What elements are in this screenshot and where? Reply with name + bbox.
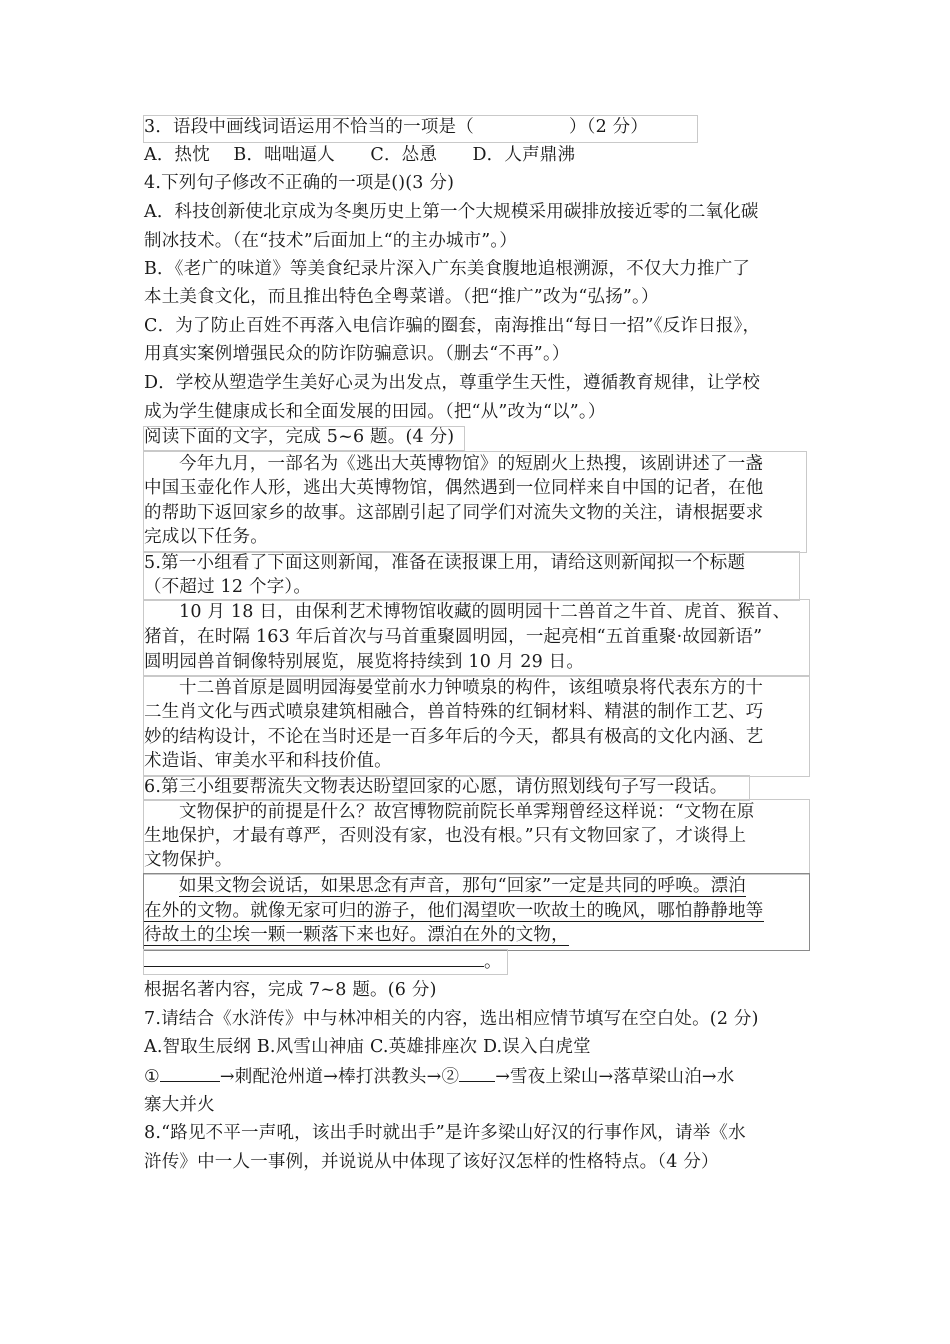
- q7-sequence-mid: →刺配沧州道→棒打洪教头→②: [219, 1067, 460, 1087]
- q4-option-b-line1: B．《老广的味道》等美食纪录片深入广东美食腹地追根溯源，不仅大力推广了: [144, 259, 751, 279]
- q5-news2-line1: 十二兽首原是圆明园海晏堂前水力钟喷泉的构件，该组喷泉将代表东方的十: [179, 678, 764, 698]
- q4-option-a-line2: 制冰技术。（在“技术”后面加上“的主办城市”。）: [144, 231, 518, 251]
- q6-sample-line3: [144, 922, 569, 949]
- q5-news2-line4: 术造诣、审美水平和科技价值。: [144, 751, 392, 771]
- q3-stem-text: 3．语段中画线词语运用不恰当的一项是（: [144, 117, 474, 137]
- books-intro: 根据名著内容，完成 7~8 题。(6 分): [144, 980, 437, 1000]
- q6-stem: 6.第三小组要帮流失文物表达盼望回家的心愿，请仿照划线句子写一段话。: [144, 777, 728, 797]
- q5-news1-line2: 猪首，在时隔 163 年后首次与马首重聚圆明园，一起亮相“五首重聚·故园新语”: [144, 627, 763, 647]
- q5-news1-line3: 圆明园兽首铜像特别展览，展览将持续到 10 月 29 日。: [144, 652, 585, 672]
- q3-options: A．热忱 B．咄咄逼人 C．怂恿 D．人声鼎沸: [144, 145, 576, 165]
- q3-stem: [144, 114, 648, 141]
- q7-blank2[interactable]: [459, 1063, 495, 1082]
- q7-blank1[interactable]: [160, 1063, 220, 1082]
- q4-option-d-line2: 成为学生健康成长和全面发展的田园。（把“从”改为“以”。）: [144, 402, 606, 422]
- q6-sample-line1: [144, 873, 746, 900]
- q6-sample-underlined-2: 在外的文物。就像无家可归的游子，他们渴望吹一吹故土的晚风，哪怕静静地等: [144, 901, 764, 921]
- q7-sequence-line2: 寨大并火: [144, 1095, 215, 1115]
- q7-stem: 7.请结合《水浒传》中与林冲相关的内容，选出相应情节填写在空白处。(2 分): [144, 1009, 759, 1029]
- q4-option-d-line1: D．学校从塑造学生美好心灵为出发点，尊重学生天性，遵循教育规律，让学校: [144, 373, 761, 393]
- reading-passage-line4: 完成以下任务。: [144, 527, 268, 547]
- q7-options: A.智取生辰纲 B.风雪山神庙 C.英雄排座次 D.误入白虎堂: [144, 1037, 591, 1057]
- reading-passage-line1: 今年九月，一部名为《逃出大英博物馆》的短剧火上热搜，该剧讲述了一盏: [179, 454, 764, 474]
- reading-intro: 阅读下面的文字，完成 5~6 题。(4 分): [144, 427, 455, 447]
- q6-quote-line1: 文物保护的前提是什么？故宫博物院前院长单霁翔曾经这样说：“文物在原: [179, 802, 755, 822]
- q3-score: ）（2 分）: [568, 117, 649, 137]
- q4-option-c-line1: C．为了防止百姓不再落入电信诈骗的圈套，南海推出“每日一招”《反诈日报》，: [144, 316, 761, 336]
- q6-sample-line2: [144, 898, 764, 925]
- q8-stem-line1: 8.“路见不平一声吼，该出手时就出手”是许多梁山好汉的行事作风，请举《水: [144, 1123, 746, 1143]
- q6-quote-line3: 文物保护。: [144, 850, 233, 870]
- q6-quote-line2: 生地保护，才最有尊严，否则没有家，也没有根。”只有文物回家了，才谈得上: [144, 826, 747, 846]
- q8-stem-line2: 浒传》中一人一事例，并说说从中体现了该好汉怎样的性格特点。（4 分）: [144, 1152, 719, 1172]
- q5-news1-line1: 10 月 18 日，由保利艺术博物馆收藏的圆明园十二兽首之牛首、虎首、猴首、: [179, 602, 791, 622]
- q7-sequence-end: →雪夜上梁山→落草梁山泊→水: [495, 1067, 735, 1087]
- q5-stem-line2: （不超过 12 个字）。: [144, 577, 312, 597]
- q4-stem: 4.下列句子修改不正确的一项是()(3 分): [144, 173, 455, 193]
- q5-news2-line2: 二生肖文化与西式喷泉建筑相融合，兽首特殊的红铜材料、精湛的制作工艺、巧: [144, 702, 764, 722]
- q6-answer-blank[interactable]: [144, 948, 484, 967]
- reading-passage-line2: 中国玉壶化作人形，逃出大英博物馆，偶然遇到一位同样来自中国的记者，在他: [144, 478, 764, 498]
- q7-sequence-line1: [144, 1063, 734, 1090]
- q4-option-a-line1: A．科技创新使北京成为冬奥历史上第一个大规模采用碳排放接近零的二氧化碳: [144, 202, 759, 222]
- q4-option-b-line2: 本土美食文化，而且推出特色全粤菜谱。（把“推广”改为“弘扬”。）: [144, 287, 659, 307]
- q6-answer-line: [144, 948, 502, 975]
- q5-news2-line3: 妙的结构设计，不论在当时还是一百多年后的今天，都具有极高的文化内涵、艺: [144, 727, 764, 747]
- q6-sample-underlined-1: 如果文物会说话，如果思念有声音，那句“回家”一定是共同的呼唤。漂泊: [179, 876, 746, 896]
- reading-passage-line3: 的帮助下返回家乡的故事。这部剧引起了同学们对流失文物的关注，请根据要求: [144, 503, 764, 523]
- q5-stem-line1: 5.第一小组看了下面这则新闻，准备在读报课上用，请给这则新闻拟一个标题: [144, 553, 746, 573]
- q6-sample-underlined-3: 待故土的尘埃一颗一颗落下来也好。漂泊在外的文物，: [144, 925, 569, 945]
- q7-blank1-marker: ①: [144, 1067, 160, 1087]
- q6-answer-end: 。: [484, 952, 502, 972]
- q4-option-c-line2: 用真实案例增强民众的防诈防骗意识。（删去“不再”。）: [144, 344, 570, 364]
